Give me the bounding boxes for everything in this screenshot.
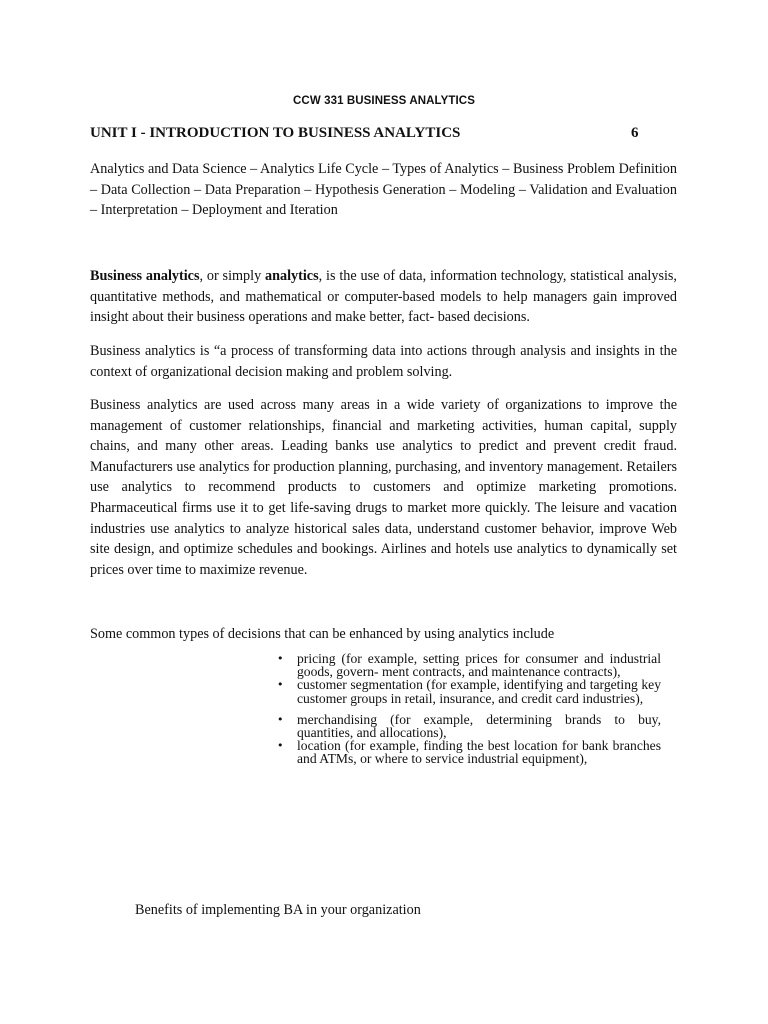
definition-paragraph — [90, 266, 677, 328]
list-item — [277, 713, 661, 739]
list-item-text: pricing (for example, setting prices for consumer and industrial goods, govern- ment contracts, and maintenance contracts), — [297, 651, 661, 680]
definition-text: , is the use of data, information technology, statistical analysis, quantitative methods, and mathematical or computer-based models to help managers gain improved insight about their business operations and make better, fact- based decisions. — [90, 268, 677, 326]
benefits-heading: Benefits of implementing BA in your organization — [135, 902, 421, 918]
process-paragraph: Business analytics is “a process of transforming data into actions through analysis and insights in the context of organizational decision making and problem solving. — [90, 343, 677, 380]
term-analytics: analytics — [265, 268, 319, 284]
definition-connector: , or simply — [199, 268, 266, 284]
unit-title: UNIT I - INTRODUCTION TO BUSINESS ANALYTICS — [90, 125, 461, 141]
list-item — [277, 678, 661, 704]
decisions-intro: Some common types of decisions that can be enhanced by using analytics include — [90, 626, 555, 642]
bullet-icon: • — [277, 712, 284, 726]
usage-paragraph: Business analytics are used across many areas in a wide variety of organizations to improve the management of customer relationships, financial and marketing activities, human capital, supply chains, and many other areas. Leading banks use analytics to predict and prevent credit fraud. Manufacturers use analytics for production planning, purchasing, and inventory management. Retailers use analytics to recommend products to customers and optimize marketing promotions. Pharmaceutical firms use it to get life-saving drugs to market more quickly. The leisure and vacation industries use analytics to analyze historical sales data, understand customer behavior, improve Web site design, and optimize schedules and bookings. Airlines and hotels use analytics to dynamically set prices over time to maximize revenue. — [90, 397, 677, 578]
bullet-icon: • — [277, 678, 284, 692]
list-item — [277, 652, 661, 678]
decision-types-list — [277, 652, 661, 766]
term-business-analytics: Business analytics — [90, 268, 200, 284]
list-item-text: location (for example, finding the best location for bank branches and ATMs, or where to service industrial equipment), — [297, 738, 661, 767]
bullet-icon: • — [277, 739, 284, 753]
unit-syllabus: Analytics and Data Science – Analytics Life Cycle – Types of Analytics – Business Problem Definition – Data Collection – Data Preparation – Hypothesis Generation – Modeling – Validation and Evaluation – Interpretation – Deployment and Iteration — [90, 161, 677, 219]
bullet-icon: • — [277, 652, 284, 665]
course-code-heading: CCW 331 BUSINESS ANALYTICS — [293, 95, 475, 107]
list-item-text: customer segmentation (for example, identifying and targeting key customer groups in retail, insurance, and credit card industries), — [297, 677, 661, 706]
list-item — [277, 739, 661, 765]
list-item-text: merchandising (for example, determining brands to buy, quantities, and allocations), — [297, 711, 661, 741]
unit-hours: 6 — [631, 125, 639, 141]
